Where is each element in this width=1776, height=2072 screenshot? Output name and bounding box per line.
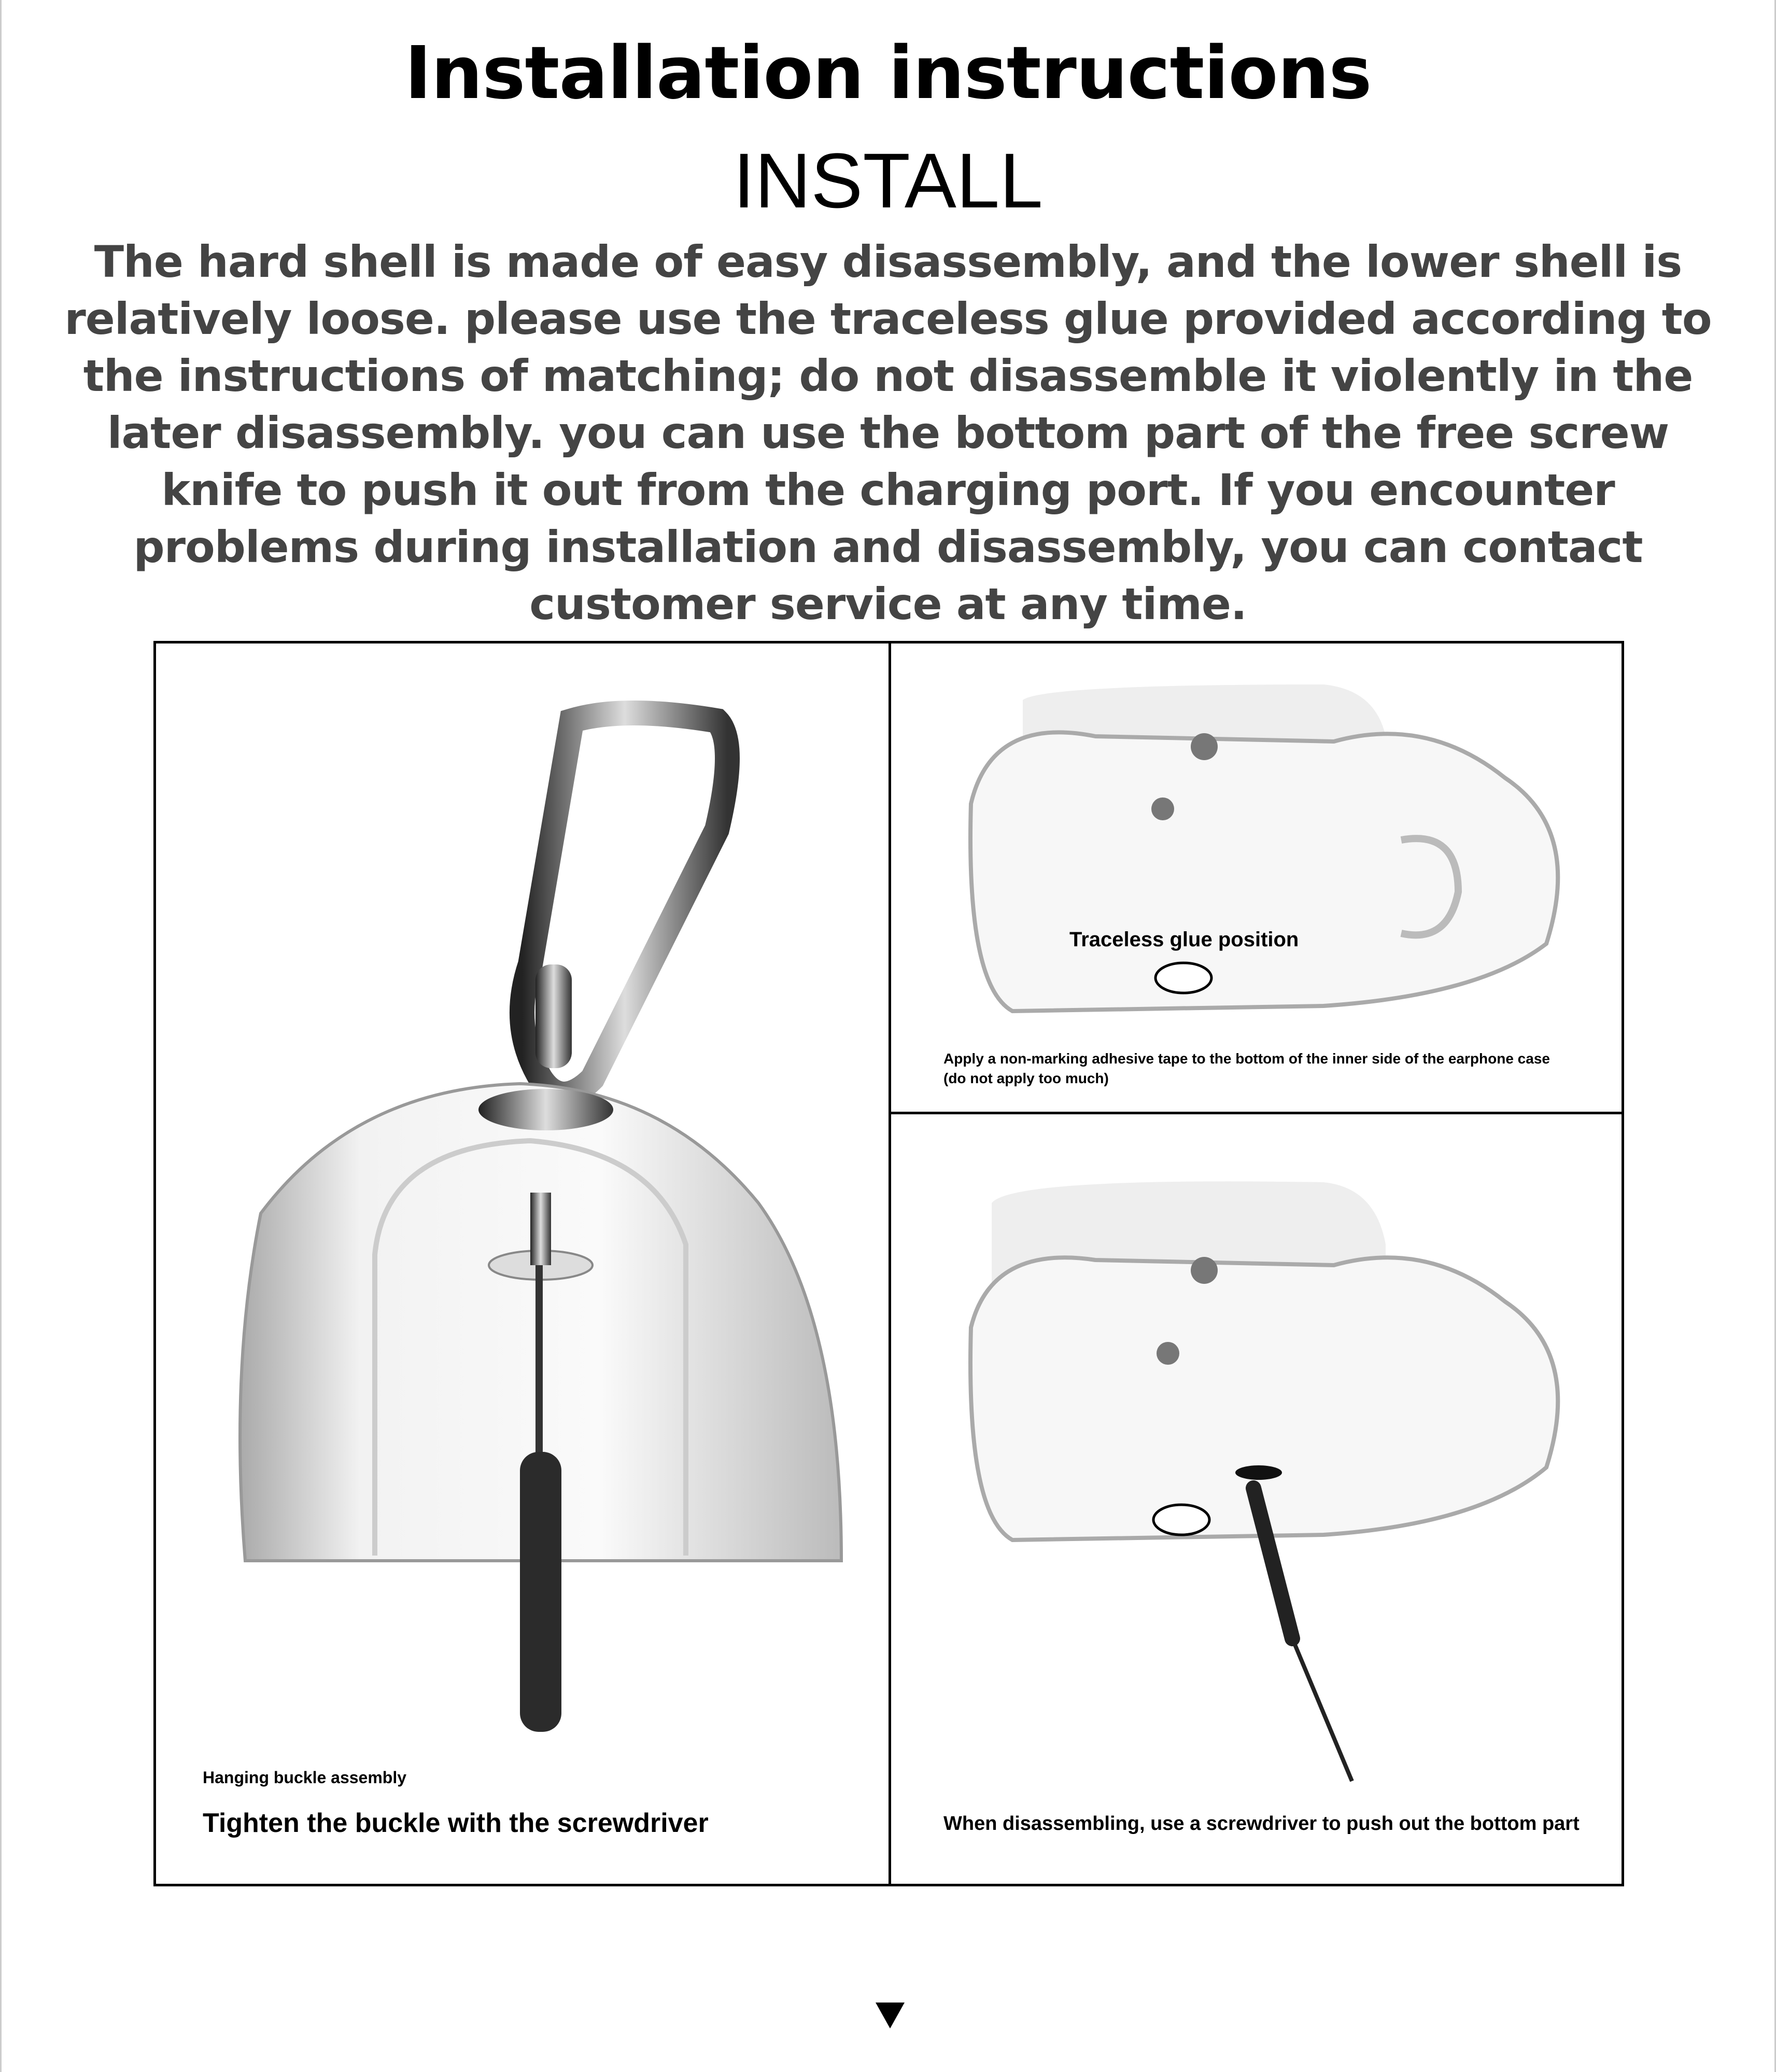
- case-disassembly-illustration: [961, 1172, 1583, 1794]
- glue-position-callout: Traceless glue position: [1069, 928, 1299, 951]
- buckle-label: Hanging buckle assembly: [203, 1768, 407, 1787]
- left-panel-caption: Tighten the buckle with the screwdriver: [203, 1808, 709, 1838]
- case-glue-illustration: [961, 674, 1583, 1037]
- page-subtitle: INSTALL: [733, 137, 1043, 224]
- panel-divider-vertical: [889, 641, 891, 1886]
- glue-position-marker-icon: [1153, 961, 1214, 995]
- down-triangle-icon: [876, 2003, 905, 2028]
- glue-instruction-line1: Apply a non-marking adhesive tape to the bottom of the inner side of the earphone case: [943, 1051, 1550, 1067]
- glue-position-marker-icon: [1151, 1503, 1211, 1537]
- instructions-text: The hard shell is made of easy disassembly, and the lower shell is relatively loose. please use the traceless glue provided according to the instructions of matching; do not disassemble it violently in the later disassembly. you can use the bottom part of the free screw knife to push it out from the charging port. If you encounter problems during installation and disassembly, you can contact customer service at any time.: [64, 236, 1712, 629]
- buckle-assembly-illustration: [199, 695, 872, 1732]
- page-title: Installation instructions: [404, 31, 1372, 116]
- glue-instruction-line2: (do not apply too much): [943, 1070, 1109, 1086]
- panel-divider-horizontal: [889, 1112, 1624, 1114]
- disassembly-caption: When disassembling, use a screwdriver to push out the bottom part: [943, 1813, 1580, 1835]
